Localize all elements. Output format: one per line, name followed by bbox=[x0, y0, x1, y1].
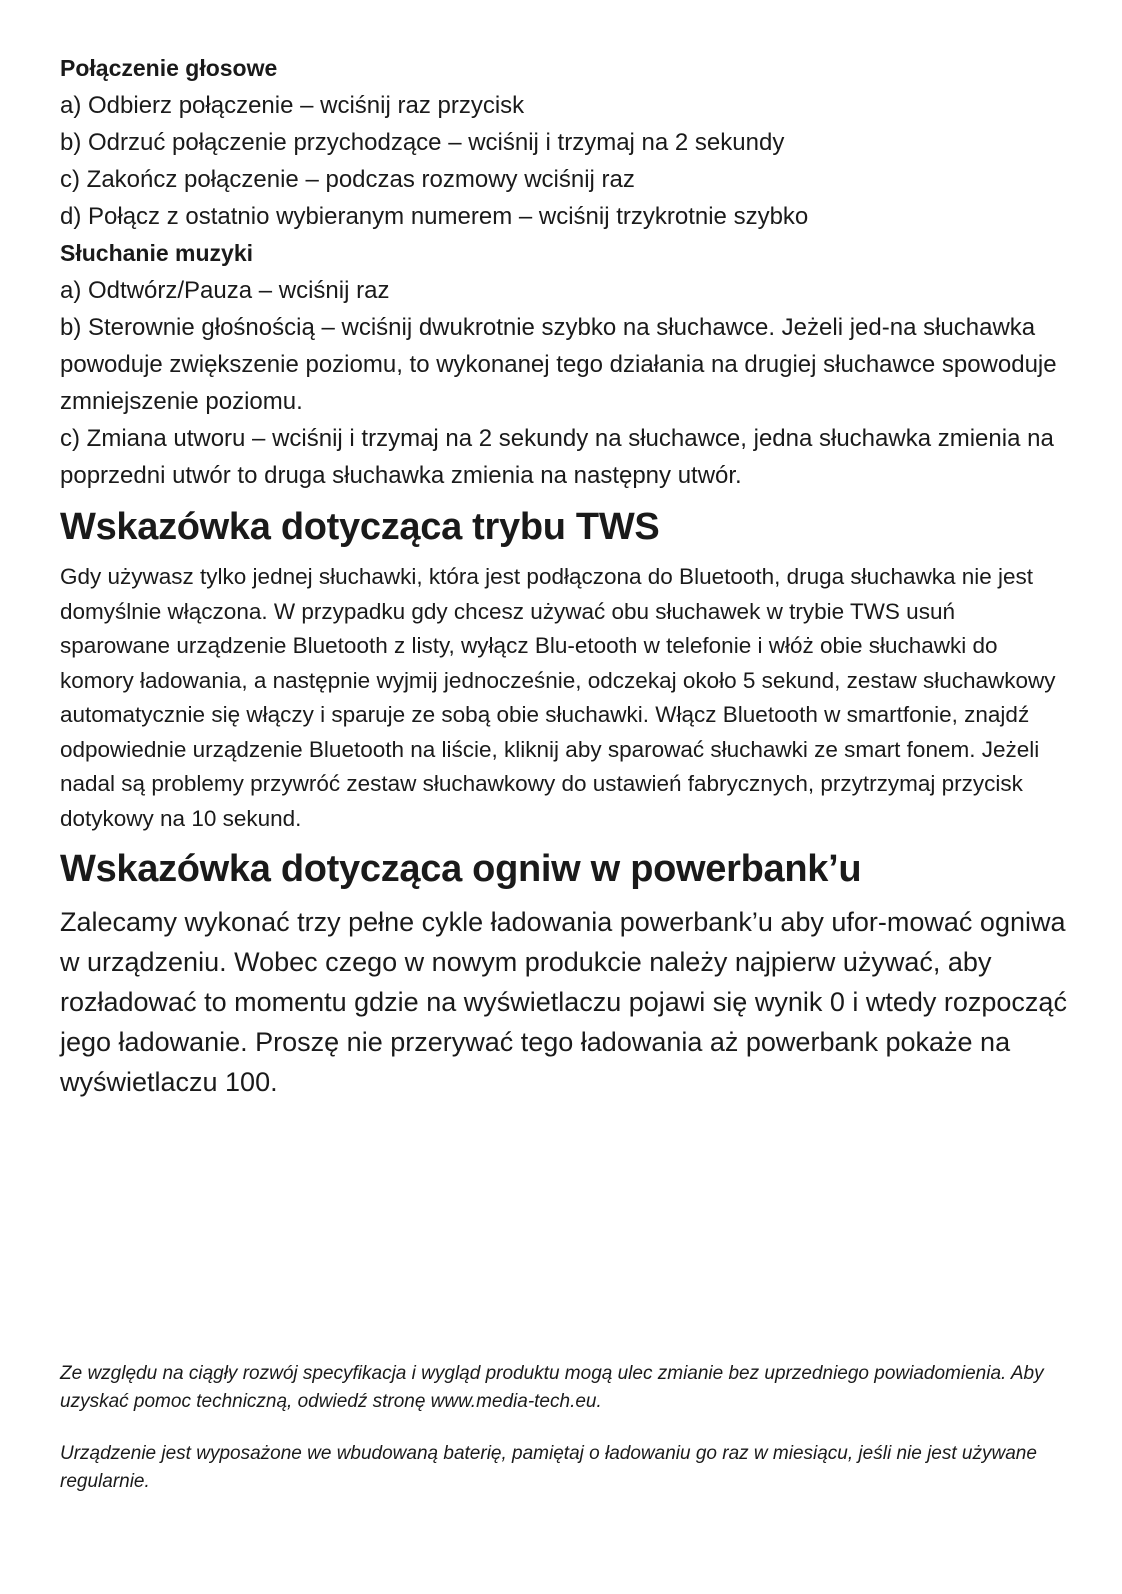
powerbank-title: Wskazówka dotycząca ogniw w powerbank’u bbox=[60, 848, 862, 890]
music-item-volume: b) Sterownie głośnością – wciśnij dwukrotnie szybko na słuchawce. Jeżeli jed-na słuchawka powoduje zwiększenie poziomu, to wykonanej tego działania na drugiej słuchawce spowoduje zmniejszenie poziomu. bbox=[60, 314, 1057, 415]
music-item-track: c) Zmiana utworu – wciśnij i trzymaj na 2 sekundy na słuchawce, jedna słuchawka zmienia na poprzedni utwór to druga słuchawka zmienia na następny utwór. bbox=[60, 425, 1054, 489]
voice-call-item-end: c) Zakończ połączenie – podczas rozmowy wciśnij raz bbox=[60, 166, 635, 193]
footer-note-battery: Urządzenie jest wyposażone we wbudowaną baterię, pamiętaj o ładowaniu go raz w miesiącu, jeśli nie jest używane regularnie. bbox=[60, 1443, 1037, 1492]
voice-call-heading: Połączenie głosowe bbox=[60, 55, 278, 81]
voice-call-section bbox=[60, 50, 1070, 235]
voice-call-item-answer: a) Odbierz połączenie – wciśnij raz przycisk bbox=[60, 92, 525, 119]
powerbank-section bbox=[60, 846, 1070, 1102]
voice-call-item-reject: b) Odrzuć połączenie przychodzące – wciśnij i trzymaj na 2 sekundy bbox=[60, 129, 785, 156]
powerbank-text: Zalecamy wykonać trzy pełne cykle ładowania powerbank’u aby ufor-mować ogniwa w urządzeniu. Wobec czego w nowym produkcie należy najpierw używać, aby rozładować to momentu gdzie na wyświetlaczu pojawi się wynik 0 i wtedy rozpocząć jego ładowanie. Proszę nie przerywać tego ładowania aż powerbank pokaże na wyświetlaczu 100. bbox=[60, 907, 1067, 1097]
document-page bbox=[60, 50, 1070, 1102]
music-heading: Słuchanie muzyki bbox=[60, 240, 254, 266]
music-item-play-pause: a) Odtwórz/Pauza – wciśnij raz bbox=[60, 277, 390, 304]
footer-note-specification: Ze względu na ciągły rozwój specyfikacja i wygląd produktu mogą ulec zmianie bez uprzedniego powiadomienia. Aby uzyskać pomoc techniczną, odwiedź stronę www.media-tech.eu. bbox=[60, 1363, 1044, 1412]
footer-notes bbox=[60, 1360, 1060, 1520]
tws-section bbox=[60, 504, 1070, 836]
tws-title: Wskazówka dotycząca trybu TWS bbox=[60, 506, 660, 548]
music-section bbox=[60, 235, 1070, 494]
voice-call-item-redial: d) Połącz z ostatnio wybieranym numerem – wciśnij trzykrotnie szybko bbox=[60, 203, 809, 230]
tws-text: Gdy używasz tylko jednej słuchawki, która jest podłączona do Bluetooth, druga słuchawka nie jest domyślnie włączona. W przypadku gdy chcesz używać obu słuchawek w trybie TWS usuń sparowane urządzenie Bluetooth z listy, wyłącz Blu-etooth w telefonie i włóż obie słuchawki do komory ładowania, a następnie wyjmij jednocześnie, odczekaj około 5 sekund, zestaw słuchawkowy automatycznie się włączy i sparuje ze sobą obie słuchawki. Włącz Bluetooth w smartfonie, znajdź odpowiednie urządzenie Bluetooth na liście, kliknij aby sparować słuchawki ze smart fonem. Jeżeli nadal są problemy przywróć zestaw słuchawkowy do ustawień fabrycznych, przytrzymaj przycisk dotykowy na 10 sekund. bbox=[60, 564, 1056, 831]
